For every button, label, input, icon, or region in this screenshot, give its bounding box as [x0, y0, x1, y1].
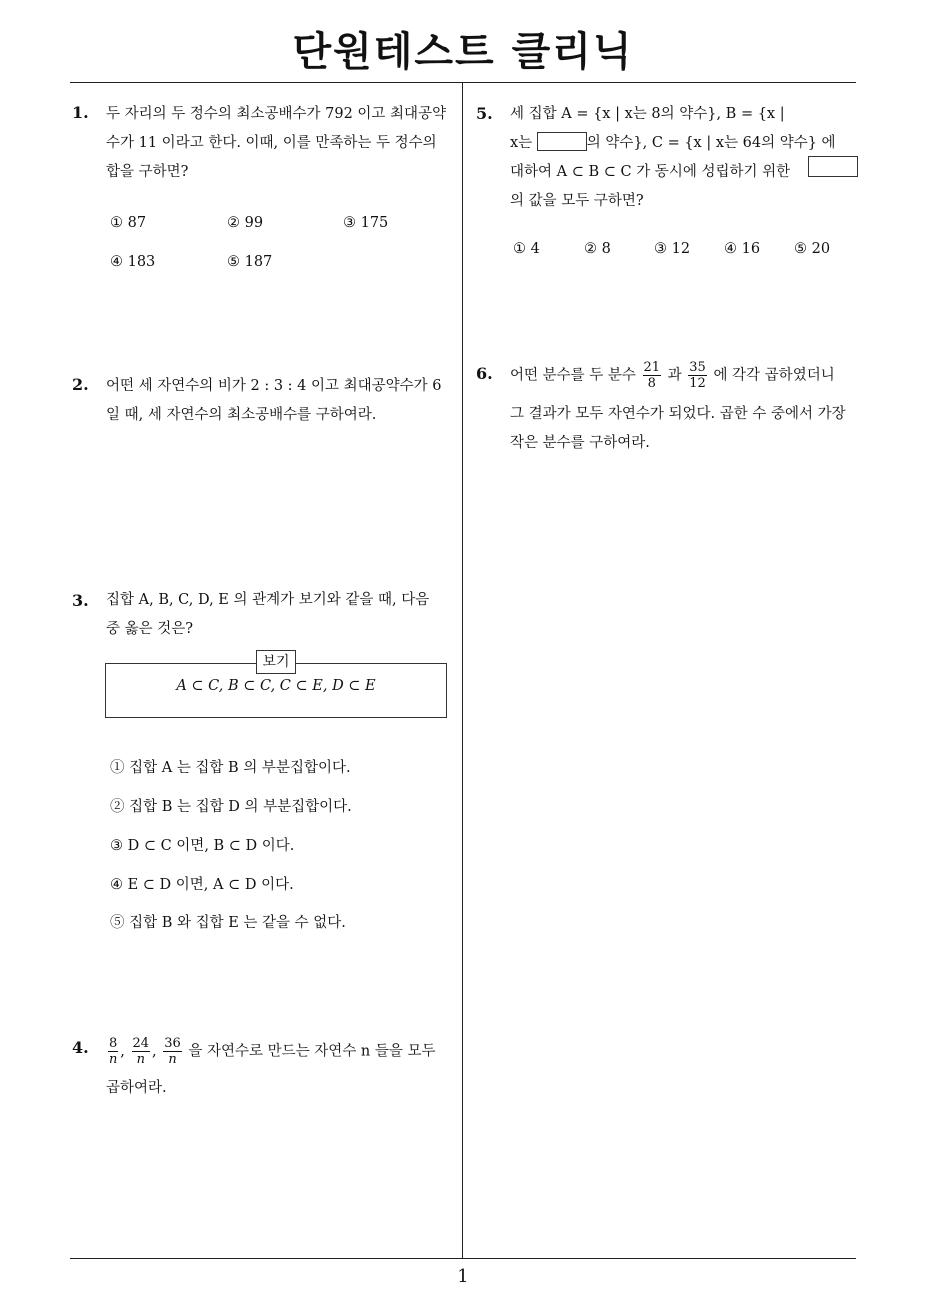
question-line: 곱하여라.: [106, 1080, 167, 1096]
choice-1[interactable]: ① 87: [110, 215, 147, 231]
question-line: 의 값을 모두 구하면?: [510, 193, 644, 209]
choice-5[interactable]: ⑤ 20: [794, 241, 831, 257]
fraction: $\frac{36}{n}$: [164, 1036, 181, 1067]
top-divider: [70, 82, 856, 83]
choice-4[interactable]: ④ E ⊂ D 이면, A ⊂ D 이다.: [110, 877, 294, 893]
question-line: 중 옳은 것은?: [106, 621, 194, 637]
question-text: [106, 100, 456, 187]
question-line: 합을 구하면?: [106, 164, 189, 180]
question-line: [510, 360, 858, 400]
question-number: 2.: [72, 375, 89, 394]
question-line: 일 때, 세 자연수의 최소공배수를 구하여라.: [106, 407, 377, 423]
choice-4[interactable]: ④ 183: [110, 254, 156, 270]
question-line-post: 에 각각 곱하였더니: [713, 367, 835, 384]
column-divider: [462, 83, 463, 1259]
question-line: 세 집합 A = {x | x는 8의 약수}, B = {x |: [510, 106, 785, 122]
bogi-label: 보기: [256, 650, 296, 674]
choice-2[interactable]: ② 8: [584, 241, 611, 257]
fraction: $\frac{24}{n}$: [132, 1036, 150, 1067]
question-line-rest: 을 자연수로 만드는 자연수 n 들을 모두: [188, 1043, 436, 1060]
question-number: 5.: [476, 104, 493, 123]
question-line: 수가 11 이라고 한다. 이때, 이를 만족하는 두 정수의: [106, 135, 437, 151]
choice-2[interactable]: ② 집합 B 는 집합 D 의 부분집합이다.: [110, 799, 352, 815]
question-line-pre: x는: [510, 135, 533, 151]
fraction: $\frac{35}{12}$: [689, 360, 706, 391]
choice-3[interactable]: ③ 175: [343, 215, 389, 231]
question-line-post: 의 약수}, C = {x | x는 64의 약수} 에: [586, 135, 836, 151]
question-line: 그 결과가 모두 자연수가 되었다. 곱한 수 중에서 가장: [510, 406, 846, 422]
question-line: 작은 분수를 구하여라.: [510, 435, 650, 451]
choice-2[interactable]: ② 99: [227, 215, 264, 231]
bottom-divider: [70, 1258, 856, 1259]
choice-1[interactable]: ① 4: [513, 241, 540, 257]
question-text: [106, 586, 456, 644]
question-line: [510, 129, 858, 158]
fraction: $\frac{21}{8}$: [643, 360, 661, 391]
choice-1[interactable]: ① 집합 A 는 집합 B 의 부분집합이다.: [110, 760, 351, 776]
question-text: [106, 372, 456, 430]
question-line: $\frac{8}{n}$ , $\frac{24}{n}$ , $\frac{36}{n}$ 을 자연수로 만드는 자연수 n 들을 모두: [108, 1036, 436, 1067]
question-number: 6.: [476, 364, 493, 383]
choice-4[interactable]: ④ 16: [724, 241, 761, 257]
question-line-mid: 과: [667, 367, 682, 384]
question-number: 4.: [72, 1038, 89, 1057]
fraction: $\frac{8}{n}$: [108, 1036, 118, 1067]
question-text: [510, 360, 858, 458]
question-number: 1.: [72, 103, 89, 122]
answer-blank: [537, 132, 587, 151]
question-line: 어떤 세 자연수의 비가 2 : 3 : 4 이고 최대공약수가 6: [106, 378, 442, 394]
question-line-pre: 어떤 분수를 두 분수: [510, 367, 636, 384]
choice-5[interactable]: ⑤ 187: [227, 254, 273, 270]
choice-5[interactable]: ⑤ 집합 B 와 집합 E 는 같을 수 없다.: [110, 915, 346, 931]
answer-blank: [808, 156, 858, 177]
choice-3[interactable]: ③ 12: [654, 241, 691, 257]
question-line: 두 자리의 두 정수의 최소공배수가 792 이고 최대공약: [106, 106, 447, 122]
question-text: [510, 100, 858, 216]
question-number: 3.: [72, 591, 89, 610]
bogi-content: A ⊂ C, B ⊂ C, C ⊂ E, D ⊂ E: [176, 678, 376, 694]
question-text: [106, 1036, 456, 1100]
page-number: 1: [457, 1266, 469, 1287]
choice-3[interactable]: ③ D ⊂ C 이면, B ⊂ D 이다.: [110, 838, 295, 854]
page-title: 단원테스트 클리닉: [292, 29, 634, 75]
question-line: 대하여 A ⊂ B ⊂ C 가 동시에 성립하기 위한: [510, 164, 791, 180]
question-line: 집합 A, B, C, D, E 의 관계가 보기와 같을 때, 다음: [106, 592, 430, 608]
